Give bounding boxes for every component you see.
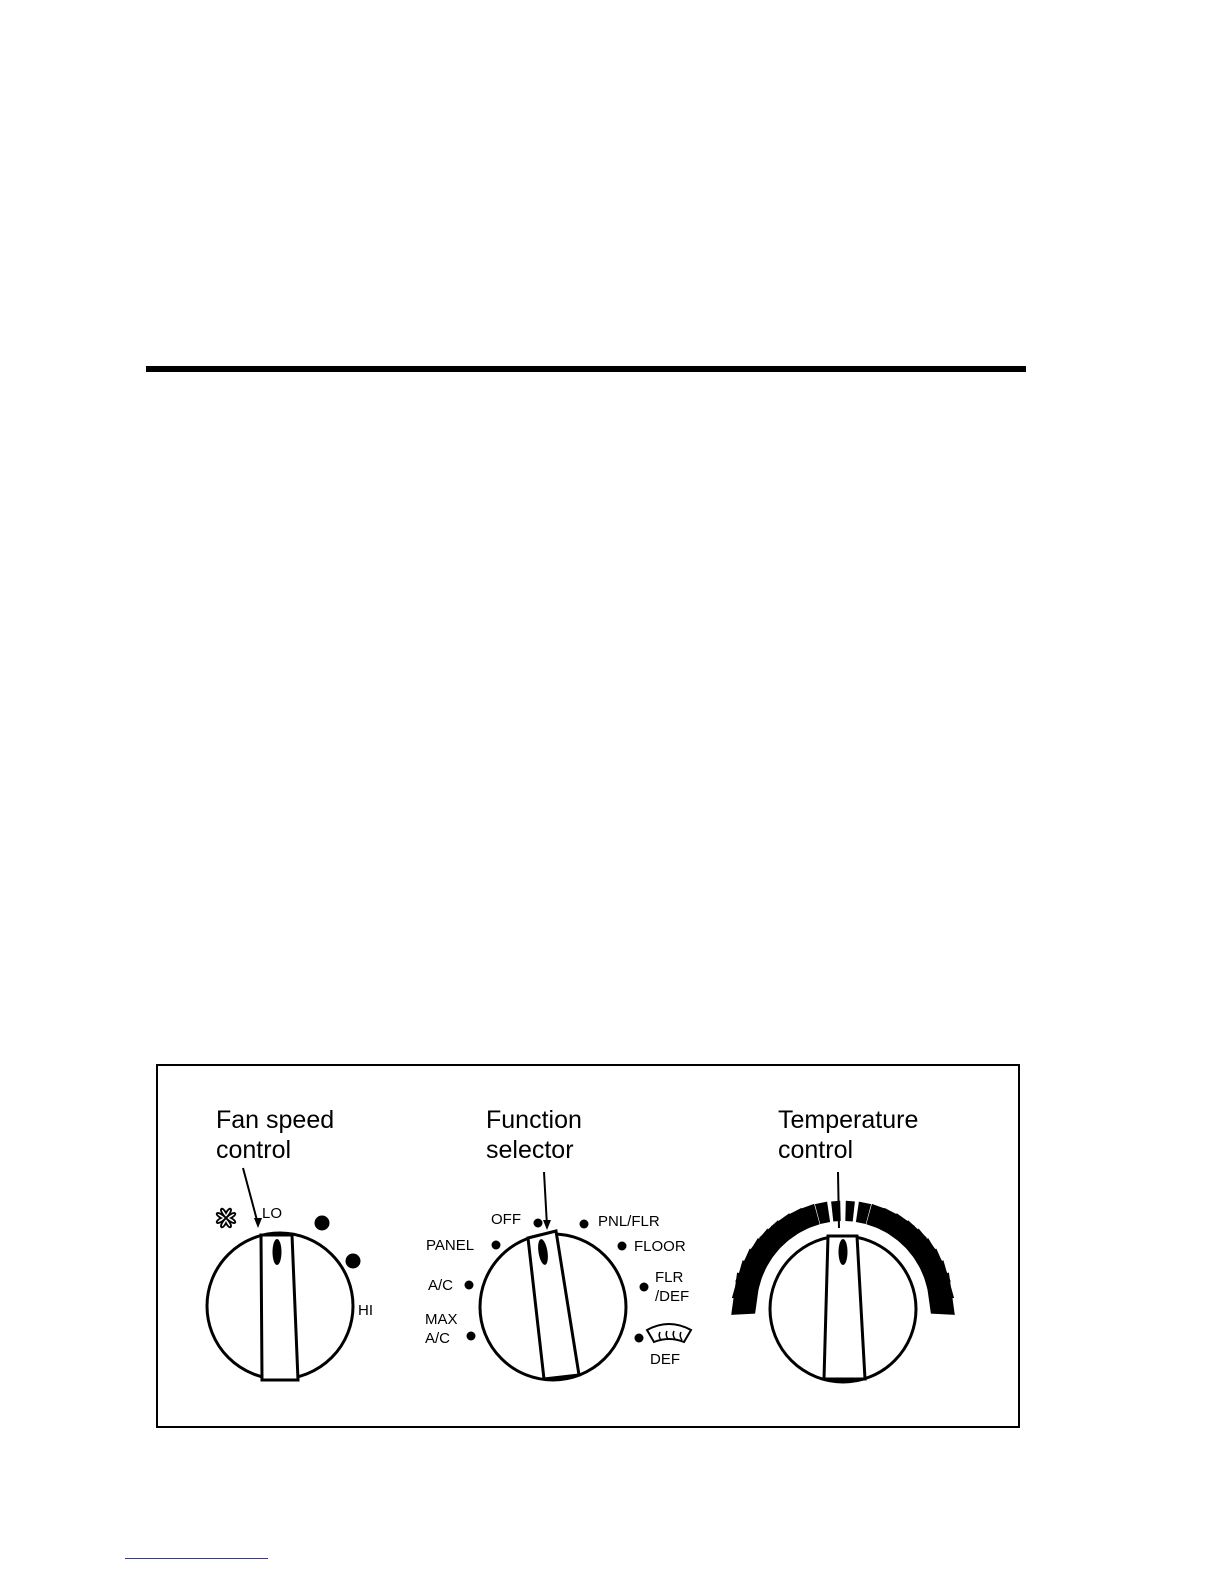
function-flr-def-dot bbox=[640, 1283, 649, 1292]
function-max-ac-dot bbox=[467, 1332, 476, 1341]
temperature-title-line2: control bbox=[778, 1136, 854, 1164]
function-off-label: OFF bbox=[491, 1211, 521, 1228]
function-max-ac-label-line2: A/C bbox=[425, 1330, 451, 1347]
climate-controls-figure bbox=[156, 1064, 1020, 1428]
function-selector bbox=[425, 1106, 691, 1380]
section-divider-rule bbox=[146, 366, 1026, 372]
function-selector-title-line1: Function bbox=[486, 1106, 582, 1134]
function-selector-pointer-arrowhead bbox=[543, 1220, 551, 1230]
function-selector-title-line2: selector bbox=[486, 1136, 574, 1164]
function-off-dot bbox=[534, 1219, 543, 1228]
function-panel-label: PANEL bbox=[426, 1237, 475, 1254]
function-ac-label: A/C bbox=[428, 1277, 454, 1294]
footer-rule bbox=[125, 1558, 268, 1559]
fan-speed-lo-label: LO bbox=[262, 1205, 283, 1222]
climate-controls-diagram bbox=[158, 1066, 1018, 1426]
function-floor-label: FLOOR bbox=[634, 1238, 686, 1255]
fan-speed-pointer-line bbox=[243, 1168, 258, 1224]
function-ac-dot bbox=[465, 1281, 474, 1290]
function-def-label: DEF bbox=[650, 1351, 680, 1368]
function-def-dot bbox=[635, 1334, 644, 1343]
fan-speed-title-line2: control bbox=[216, 1136, 292, 1164]
fan-speed-title-line1: Fan speed bbox=[216, 1106, 335, 1134]
temperature-control bbox=[731, 1106, 955, 1382]
function-flr-def-label-line1: FLR bbox=[655, 1269, 684, 1286]
function-pnl-flr-label: PNL/FLR bbox=[598, 1213, 660, 1230]
fan-speed-knob-indicator bbox=[273, 1239, 282, 1265]
function-max-ac-label-line1: MAX bbox=[425, 1311, 458, 1328]
fan-icon bbox=[217, 1209, 236, 1228]
function-panel-dot bbox=[492, 1241, 501, 1250]
defrost-icon bbox=[647, 1324, 691, 1342]
function-flr-def-label-line2: /DEF bbox=[655, 1288, 690, 1305]
function-selector-pointer-line bbox=[544, 1172, 547, 1226]
fan-speed-control bbox=[207, 1106, 373, 1380]
function-pnl-flr-dot bbox=[580, 1220, 589, 1229]
fan-speed-dot-3 bbox=[346, 1254, 361, 1269]
function-floor-dot bbox=[618, 1242, 627, 1251]
fan-speed-hi-label: HI bbox=[358, 1302, 373, 1319]
temperature-knob-indicator bbox=[839, 1239, 848, 1265]
fan-speed-pointer-arrowhead bbox=[254, 1218, 262, 1228]
temperature-scale-segment bbox=[845, 1201, 855, 1222]
temperature-scale-segment bbox=[831, 1201, 841, 1222]
fan-speed-dot-2 bbox=[315, 1216, 330, 1231]
temperature-title-line1: Temperature bbox=[778, 1106, 919, 1134]
